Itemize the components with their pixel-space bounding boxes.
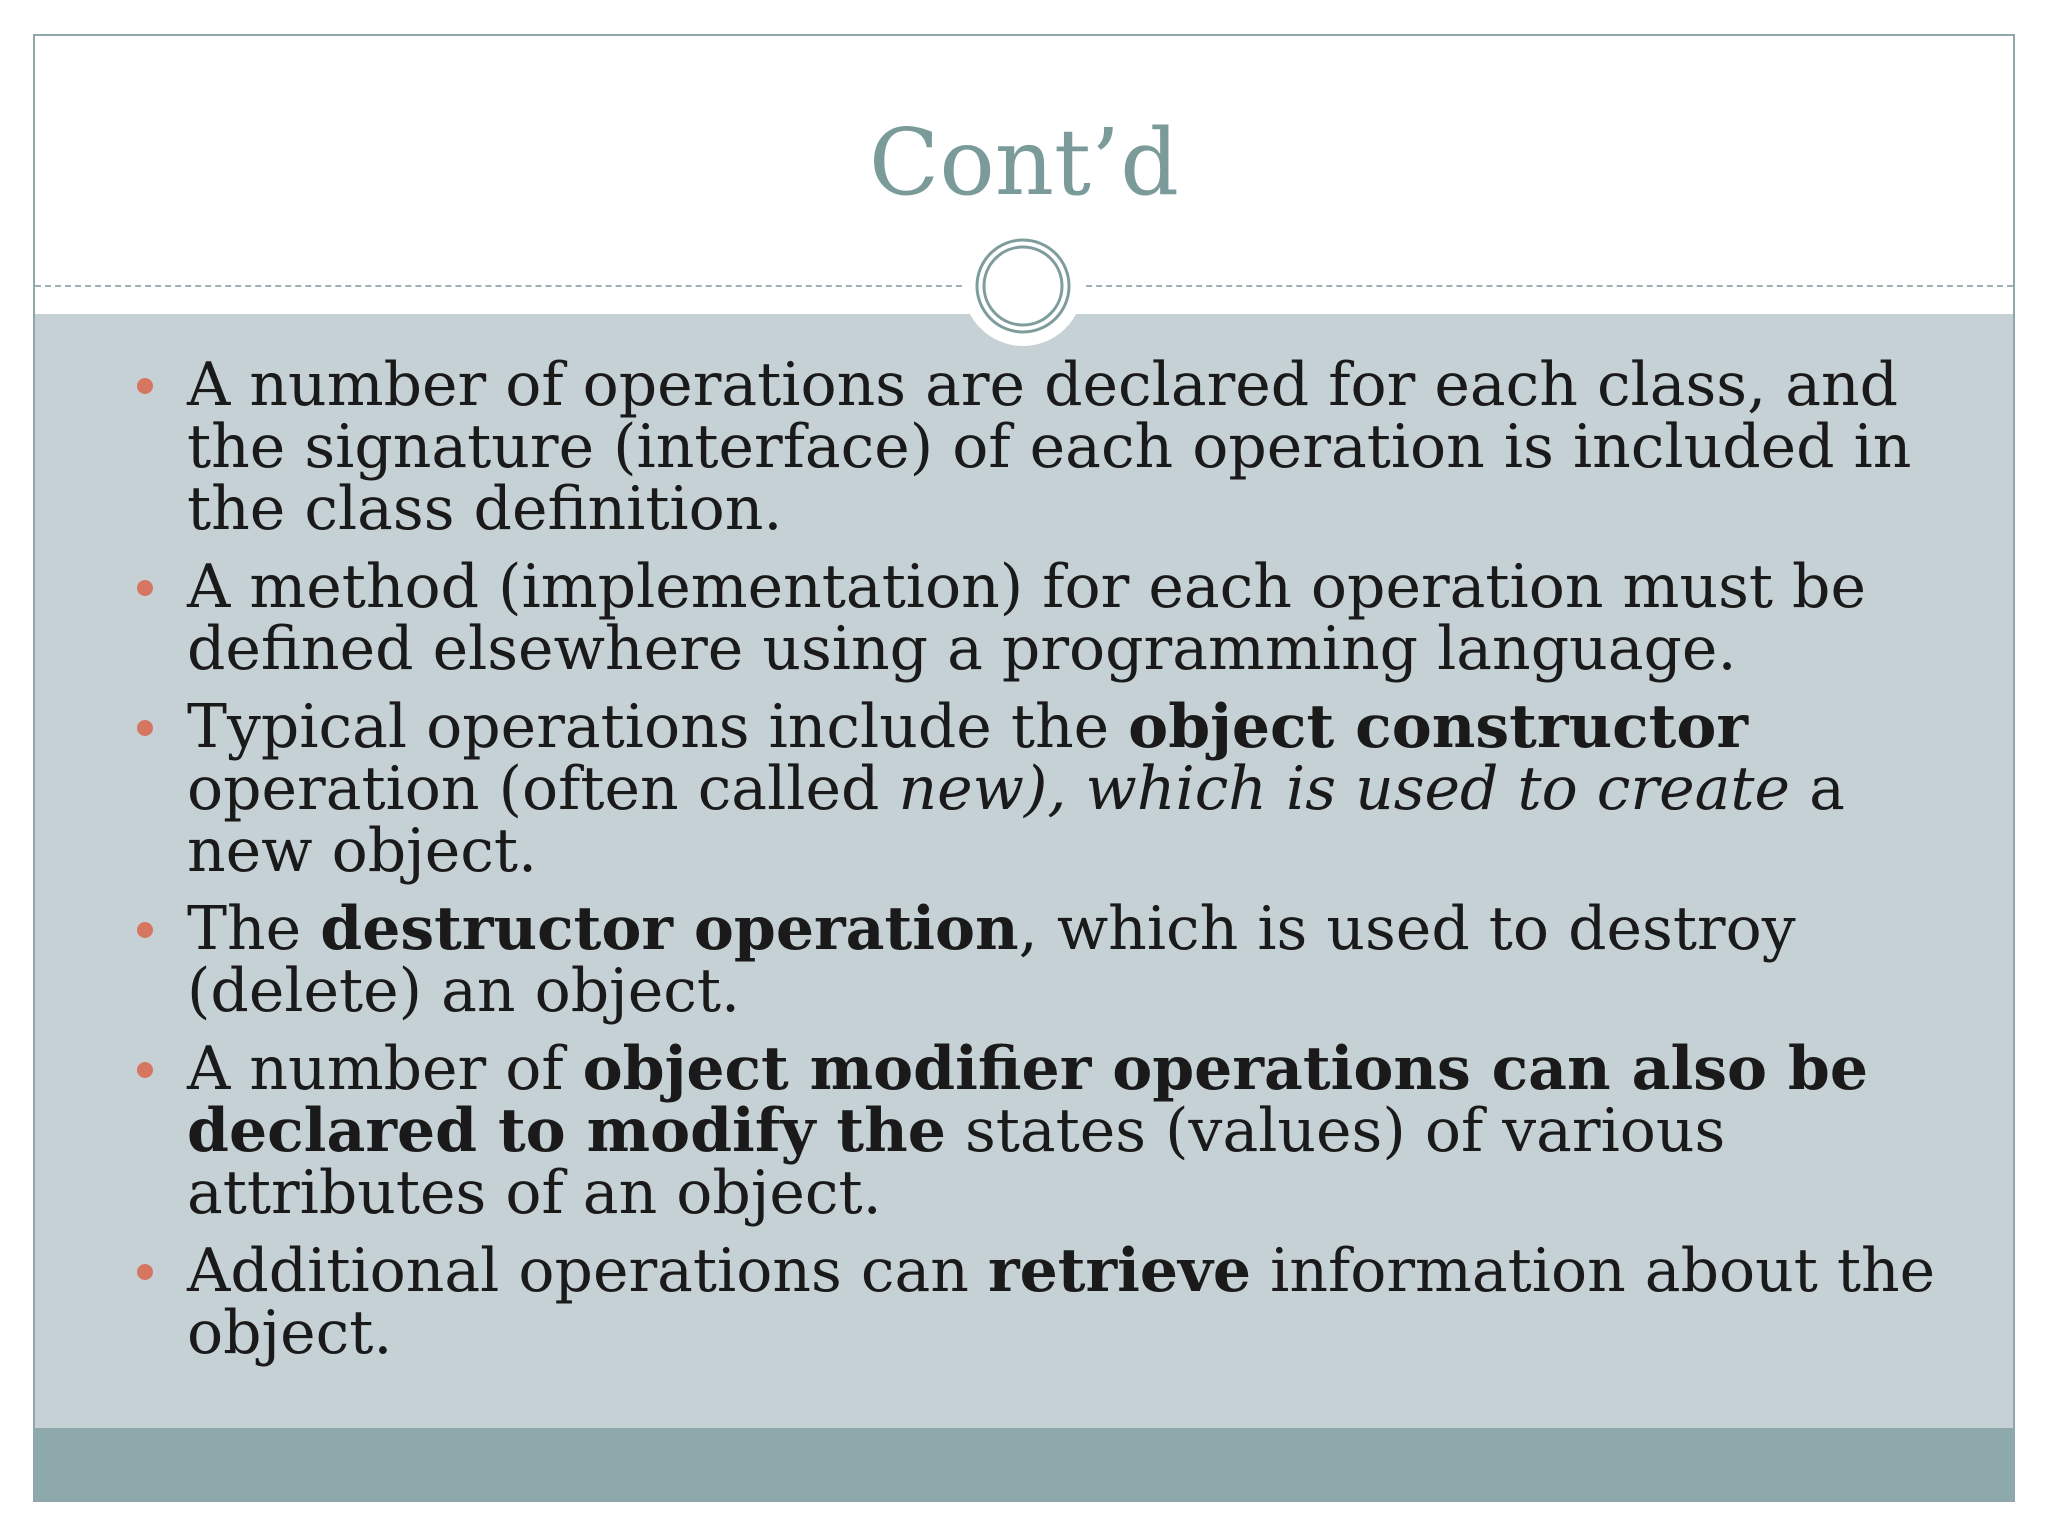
double-ring-circle-icon	[973, 236, 1073, 336]
bullet-text: operation (often called	[187, 754, 899, 824]
bullet-list	[125, 350, 1945, 1380]
bullet-text: A method (implementation) for each operation must be defined elsewhere using a programming language.	[187, 552, 1866, 684]
bullet-dot-icon	[137, 580, 153, 596]
bullet-item	[125, 692, 1945, 886]
bullet-text: Typical operations include the	[187, 692, 1129, 762]
bullet-text: A number of	[187, 1034, 583, 1104]
bullet-dot-icon	[137, 1264, 153, 1280]
bullet-text: A number of operations are declared for each class, and the signature (interface) of each operation is included in the class definition.	[187, 350, 1912, 544]
bullet-bold-text: object modifier operations can also be declared to modify the	[187, 1034, 1869, 1166]
bullet-item	[125, 350, 1945, 544]
bullet-text: The	[187, 894, 321, 964]
bullet-bold-text: destructor operation	[320, 894, 1019, 964]
bullet-dot-icon	[137, 1062, 153, 1078]
bullet-item	[125, 894, 1945, 1026]
bullet-dot-icon	[137, 922, 153, 938]
footer-band	[35, 1428, 2013, 1500]
bullet-italic-text: new), which is used to create	[898, 754, 1790, 824]
bullet-dot-icon	[137, 378, 153, 394]
bullet-item	[125, 552, 1945, 684]
slide	[33, 34, 2015, 1502]
bullet-text: a new object.	[187, 754, 1845, 886]
bullet-text: Additional operations can	[187, 1236, 988, 1306]
bullet-item	[125, 1236, 1945, 1368]
bullet-dot-icon	[137, 720, 153, 736]
bullet-text: states (values) of various attributes of an object.	[187, 1096, 1726, 1228]
bullet-item	[125, 1034, 1945, 1228]
bullet-bold-text: retrieve	[987, 1236, 1252, 1306]
slide-title: Cont’d	[868, 109, 1180, 216]
bullet-bold-text: object constructor	[1128, 692, 1748, 762]
bullet-text: information about the object.	[187, 1236, 1936, 1368]
bullet-text: , which is used to destroy (delete) an object.	[187, 894, 1796, 1026]
